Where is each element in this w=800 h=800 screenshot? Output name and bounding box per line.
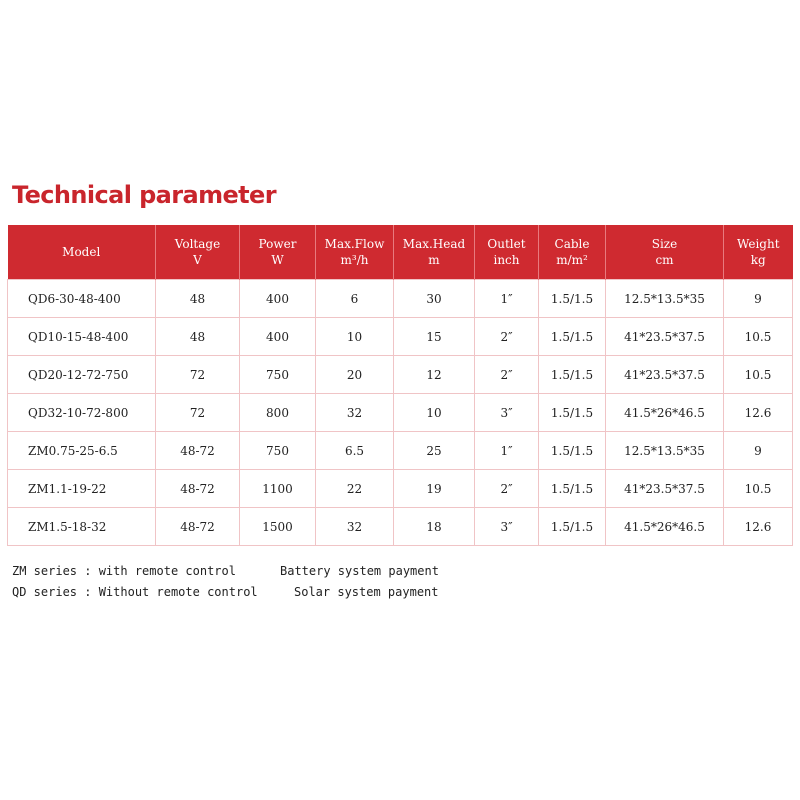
table-cell: 22 — [316, 470, 394, 508]
table-cell: 1.5/1.5 — [539, 394, 606, 432]
table-cell: 3″ — [475, 394, 539, 432]
table-cell: 48 — [156, 280, 240, 318]
table-cell: 1.5/1.5 — [539, 356, 606, 394]
table-row — [8, 356, 793, 394]
table-cell: 9 — [724, 432, 793, 470]
column-header-unit: cm — [655, 253, 674, 267]
model-cell: ZM1.1-19-22 — [8, 470, 156, 508]
column-header-unit: kg — [750, 253, 766, 267]
column-header — [606, 225, 724, 280]
column-header — [316, 225, 394, 280]
technical-parameter-table — [7, 225, 793, 546]
column-header-label: Outlet — [487, 237, 526, 251]
column-header-label: Max.Flow — [324, 237, 385, 251]
column-header-unit: V — [193, 253, 202, 267]
table-cell: 10.5 — [724, 356, 793, 394]
table-cell: 6 — [316, 280, 394, 318]
table-cell: 32 — [316, 394, 394, 432]
table-cell: 1″ — [475, 432, 539, 470]
note-payment-solar: Solar system payment — [294, 585, 439, 599]
column-header — [539, 225, 606, 280]
column-header — [724, 225, 793, 280]
series-notes — [12, 561, 439, 603]
table-cell: 48 — [156, 318, 240, 356]
table-cell: 400 — [240, 318, 316, 356]
table-cell: 750 — [240, 432, 316, 470]
table-cell: 400 — [240, 280, 316, 318]
table-row — [8, 318, 793, 356]
table-cell: 41.5*26*46.5 — [606, 508, 724, 546]
table-cell: 72 — [156, 356, 240, 394]
column-header — [156, 225, 240, 280]
model-cell: ZM0.75-25-6.5 — [8, 432, 156, 470]
model-cell: QD20-12-72-750 — [8, 356, 156, 394]
column-header-label: Voltage — [174, 237, 221, 251]
table-cell: 1100 — [240, 470, 316, 508]
table-cell: 1.5/1.5 — [539, 432, 606, 470]
table-cell: 41*23.5*37.5 — [606, 318, 724, 356]
table-cell: 1.5/1.5 — [539, 318, 606, 356]
table-cell: 48-72 — [156, 432, 240, 470]
model-cell: QD10-15-48-400 — [8, 318, 156, 356]
table-row — [8, 280, 793, 318]
table-cell: 15 — [394, 318, 475, 356]
table-cell: 3″ — [475, 508, 539, 546]
table-row — [8, 470, 793, 508]
table-cell: 41*23.5*37.5 — [606, 470, 724, 508]
model-cell: QD32-10-72-800 — [8, 394, 156, 432]
note-row-zm — [12, 561, 439, 582]
table-cell: 72 — [156, 394, 240, 432]
column-header-unit: m — [428, 253, 440, 267]
table-cell: 48-72 — [156, 470, 240, 508]
table-cell: 6.5 — [316, 432, 394, 470]
table-cell: 41.5*26*46.5 — [606, 394, 724, 432]
column-header-label: Model — [62, 245, 101, 259]
table-cell: 10 — [394, 394, 475, 432]
table-row — [8, 432, 793, 470]
table-cell: 12.5*13.5*35 — [606, 280, 724, 318]
table-cell: 48-72 — [156, 508, 240, 546]
table-cell: 12.6 — [724, 508, 793, 546]
table-cell: 20 — [316, 356, 394, 394]
column-header-label: Size — [651, 237, 678, 251]
page-title: Technical parameter — [12, 181, 276, 209]
table-cell: 10.5 — [724, 470, 793, 508]
table-cell: 1.5/1.5 — [539, 508, 606, 546]
table-cell: 10 — [316, 318, 394, 356]
table-cell: 1.5/1.5 — [539, 470, 606, 508]
column-header — [8, 225, 156, 280]
table-row — [8, 394, 793, 432]
note-payment-battery: Battery system payment — [280, 564, 439, 578]
table-cell: 2″ — [475, 356, 539, 394]
note-row-qd — [12, 582, 439, 603]
column-header-label: Weight — [736, 237, 780, 251]
column-header-unit: inch — [493, 253, 520, 267]
table-cell: 41*23.5*37.5 — [606, 356, 724, 394]
table-cell: 10.5 — [724, 318, 793, 356]
column-header-label: Cable — [554, 237, 590, 251]
table-cell: 19 — [394, 470, 475, 508]
table-cell: 2″ — [475, 470, 539, 508]
table-cell: 1500 — [240, 508, 316, 546]
table-cell: 12 — [394, 356, 475, 394]
table-cell: 2″ — [475, 318, 539, 356]
table-cell: 18 — [394, 508, 475, 546]
table-cell: 1.5/1.5 — [539, 280, 606, 318]
note-series-zm: ZM series : with remote control — [12, 564, 236, 578]
table-cell: 800 — [240, 394, 316, 432]
column-header-label: Power — [258, 237, 297, 251]
table-cell: 32 — [316, 508, 394, 546]
column-header — [394, 225, 475, 280]
table-cell: 30 — [394, 280, 475, 318]
table-cell: 12.6 — [724, 394, 793, 432]
table-row — [8, 508, 793, 546]
table-header-row — [8, 225, 793, 280]
note-series-qd: QD series : Without remote control — [12, 585, 258, 599]
table-cell: 12.5*13.5*35 — [606, 432, 724, 470]
table-cell: 9 — [724, 280, 793, 318]
table-body — [8, 280, 793, 546]
column-header-label: Max.Head — [402, 237, 466, 251]
column-header-unit: m³/h — [340, 253, 369, 267]
column-header-unit: W — [271, 253, 284, 267]
column-header-unit: m/m² — [556, 253, 588, 267]
table-cell: 25 — [394, 432, 475, 470]
model-cell: ZM1.5-18-32 — [8, 508, 156, 546]
column-header — [240, 225, 316, 280]
table-cell: 1″ — [475, 280, 539, 318]
model-cell: QD6-30-48-400 — [8, 280, 156, 318]
table-cell: 750 — [240, 356, 316, 394]
column-header — [475, 225, 539, 280]
